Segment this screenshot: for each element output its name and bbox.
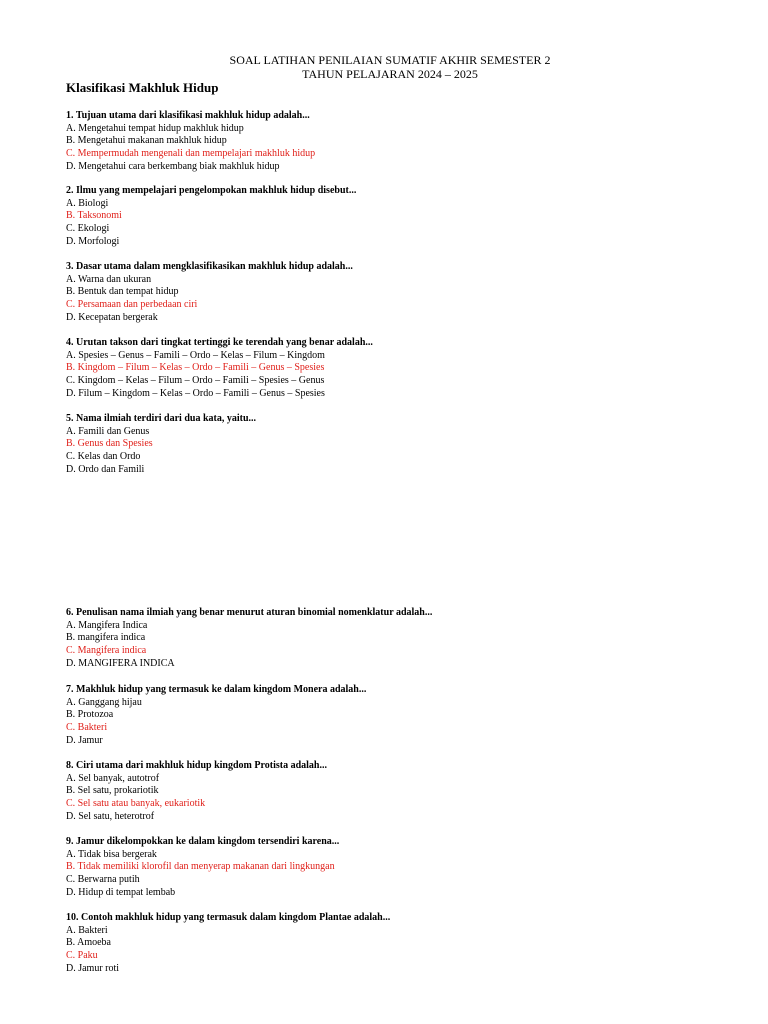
question-stem: 8. Ciri utama dari makhluk hidup kingdom Protista adalah... <box>66 760 327 771</box>
question-2 <box>66 185 356 249</box>
question-stem: 7. Makhluk hidup yang termasuk ke dalam kingdom Monera adalah... <box>66 684 367 695</box>
answer-option-correct: B. Kingdom – Filum – Kelas – Ordo – Famili – Genus – Spesies <box>66 362 325 374</box>
document-header <box>0 53 768 81</box>
answer-option-correct: B. Tidak memiliki klorofil dan menyerap makanan dari lingkungan <box>66 861 335 873</box>
question-1 <box>66 110 315 174</box>
answer-option: C. Berwarna putih <box>66 874 140 886</box>
question-6 <box>66 607 432 671</box>
question-5 <box>66 413 256 477</box>
answer-option: A. Sel banyak, autotrof <box>66 772 160 784</box>
answer-option: A. Biologi <box>66 197 109 209</box>
answer-option: A. Ganggang hijau <box>66 696 142 708</box>
answer-option: C. Ekologi <box>66 223 110 235</box>
section-title: Klasifikasi Makhluk Hidup <box>66 80 219 95</box>
question-7 <box>66 684 366 748</box>
answer-option: D. Mengetahui cara berkembang biak makhluk hidup <box>66 160 280 172</box>
answer-option: D. Sel satu, heterotrof <box>66 810 155 822</box>
answer-option: B. mangifera indica <box>66 632 146 644</box>
answer-option: D. Jamur roti <box>66 962 120 974</box>
answer-option-correct: C. Paku <box>66 950 98 962</box>
answer-option: D. Kecepatan bergerak <box>66 311 158 323</box>
question-stem: 2. Ilmu yang mempelajari pengelompokan makhluk hidup disebut... <box>66 185 357 196</box>
answer-option-correct: C. Mangifera indica <box>66 645 147 657</box>
answer-option: B. Mengetahui makanan makhluk hidup <box>66 135 227 147</box>
answer-option: C. Kelas dan Ordo <box>66 451 141 463</box>
question-3 <box>66 261 353 325</box>
answer-option: D. Morfologi <box>66 235 120 247</box>
header-subtitle: TAHUN PELAJARAN 2024 – 2025 <box>302 67 478 81</box>
answer-option-correct: C. Bakteri <box>66 722 108 734</box>
answer-option-correct: C. Sel satu atau banyak, eukariotik <box>66 798 206 810</box>
question-stem: 5. Nama ilmiah terdiri dari dua kata, yaitu... <box>66 413 257 424</box>
question-10 <box>66 912 390 976</box>
question-4 <box>66 337 373 401</box>
question-stem: 3. Dasar utama dalam mengklasifikasikan makhluk hidup adalah... <box>66 261 353 272</box>
answer-option: D. Jamur <box>66 734 103 746</box>
question-8 <box>66 760 327 824</box>
question-stem: 10. Contoh makhluk hidup yang termasuk dalam kingdom Plantae adalah... <box>66 912 391 923</box>
answer-option: D. MANGIFERA INDICA <box>66 657 175 669</box>
answer-option-correct: B. Taksonomi <box>66 210 122 222</box>
answer-option: B. Protozoa <box>66 709 114 721</box>
answer-option: B. Sel satu, prokariotik <box>66 785 159 797</box>
question-9 <box>66 836 339 900</box>
answer-option-correct: C. Persamaan dan perbedaan ciri <box>66 299 198 311</box>
answer-option: D. Ordo dan Famili <box>66 463 145 475</box>
answer-option: A. Spesies – Genus – Famili – Ordo – Kelas – Filum – Kingdom <box>66 349 325 361</box>
answer-option: A. Mangifera Indica <box>66 619 148 631</box>
question-stem: 1. Tujuan utama dari klasifikasi makhluk hidup adalah... <box>66 110 310 121</box>
answer-option-correct: B. Genus dan Spesies <box>66 438 153 450</box>
answer-option: B. Amoeba <box>66 937 111 949</box>
question-stem: 4. Urutan takson dari tingkat tertinggi ke terendah yang benar adalah... <box>66 337 373 348</box>
header-title: SOAL LATIHAN PENILAIAN SUMATIF AKHIR SEMESTER 2 <box>229 53 551 67</box>
answer-option: D. Hidup di tempat lembab <box>66 886 176 898</box>
answer-option: A. Warna dan ukuran <box>66 273 152 285</box>
question-stem: 9. Jamur dikelompokkan ke dalam kingdom tersendiri karena... <box>66 836 340 847</box>
question-stem: 6. Penulisan nama ilmiah yang benar menurut aturan binomial nomenklatur adalah... <box>66 607 433 618</box>
answer-option: B. Bentuk dan tempat hidup <box>66 286 179 298</box>
answer-option-correct: C. Mempermudah mengenali dan mempelajari makhluk hidup <box>66 148 316 160</box>
answer-option: A. Famili dan Genus <box>66 425 150 437</box>
answer-option: A. Tidak bisa bergerak <box>66 848 157 860</box>
answer-option: D. Filum – Kingdom – Kelas – Ordo – Famili – Genus – Spesies <box>66 387 325 399</box>
answer-option: C. Kingdom – Kelas – Filum – Ordo – Famili – Spesies – Genus <box>66 375 325 387</box>
answer-option: A. Mengetahui tempat hidup makhluk hidup <box>66 122 244 134</box>
answer-option: A. Bakteri <box>66 924 108 936</box>
